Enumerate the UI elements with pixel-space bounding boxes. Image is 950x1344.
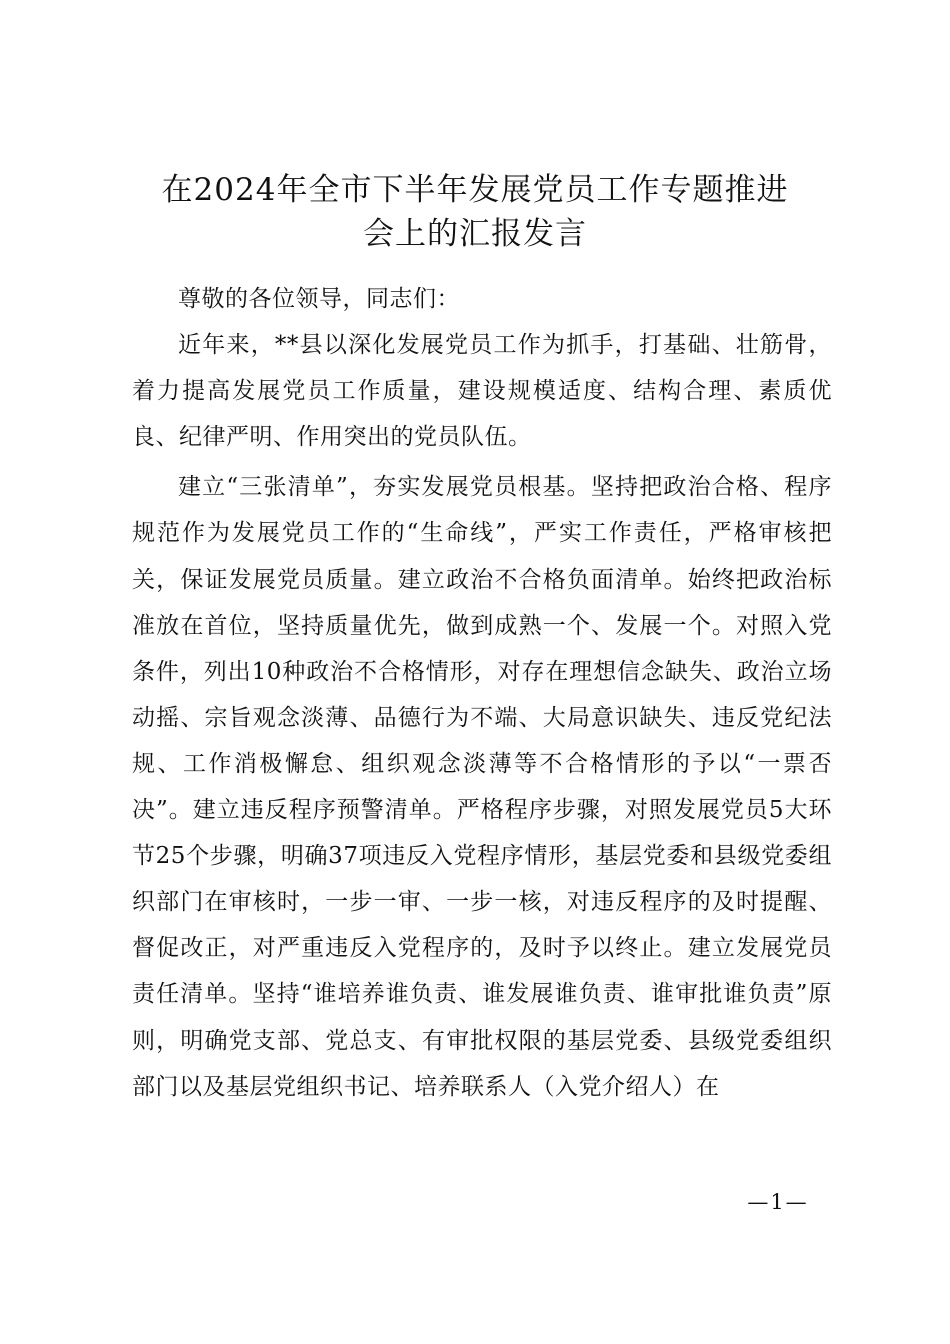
page-number: —1— bbox=[747, 1190, 809, 1214]
title-line-1: 在2024年全市下半年发展党员工作专题推进 bbox=[161, 172, 789, 208]
salutation: 尊敬的各位领导，同志们： bbox=[178, 286, 460, 312]
title-line-2: 会上的汇报发言 bbox=[363, 216, 587, 252]
document-body bbox=[132, 276, 832, 1110]
paragraph-intro: 近年来，**县以深化发展党员工作为抓手，打基础、壮筋骨，着力提高发展党员工作质量，建设规模适度、结构合理、素质优良、纪律严明、作用突出的党员队伍。 bbox=[132, 332, 832, 451]
paragraph-three-lists: 建立“三张清单”，夯实发展党员根基。坚持把政治合格、程序规范作为发展党员工作的“生命线”，严实工作责任，严格审核把关，保证发展党员质量。建立政治不合格负面清单。始终把政治标准放在首位，坚持质量优先，做到成熟一个、发展一个。对照入党条件，列出10种政治不合格情形，对存在理想信念缺失、政治立场动摇、宗旨观念淡薄、品德行为不端、大局意识缺失、违反党纪法规、工作消极懈怠、组织观念淡薄等不合格情形的予以“一票否决”。建立违反程序预警清单。严格程序步骤，对照发展党员5大环节25个步骤，明确37项违反入党程序情形，基层党委和县级党委组织部门在审核时，一步一审、一步一核，对违反程序的及时提醒、督促改正，对严重违反入党程序的，及时予以终止。建立发展党员责任清单。坚持“谁培养谁负责、谁发展谁负责、谁审批谁负责”原则，明确党支部、党总支、有审批权限的基层党委、县级党委组织部门以及基层党组织书记、培养联系人（入党介绍人）在 bbox=[132, 474, 832, 1100]
document-title bbox=[100, 168, 850, 256]
